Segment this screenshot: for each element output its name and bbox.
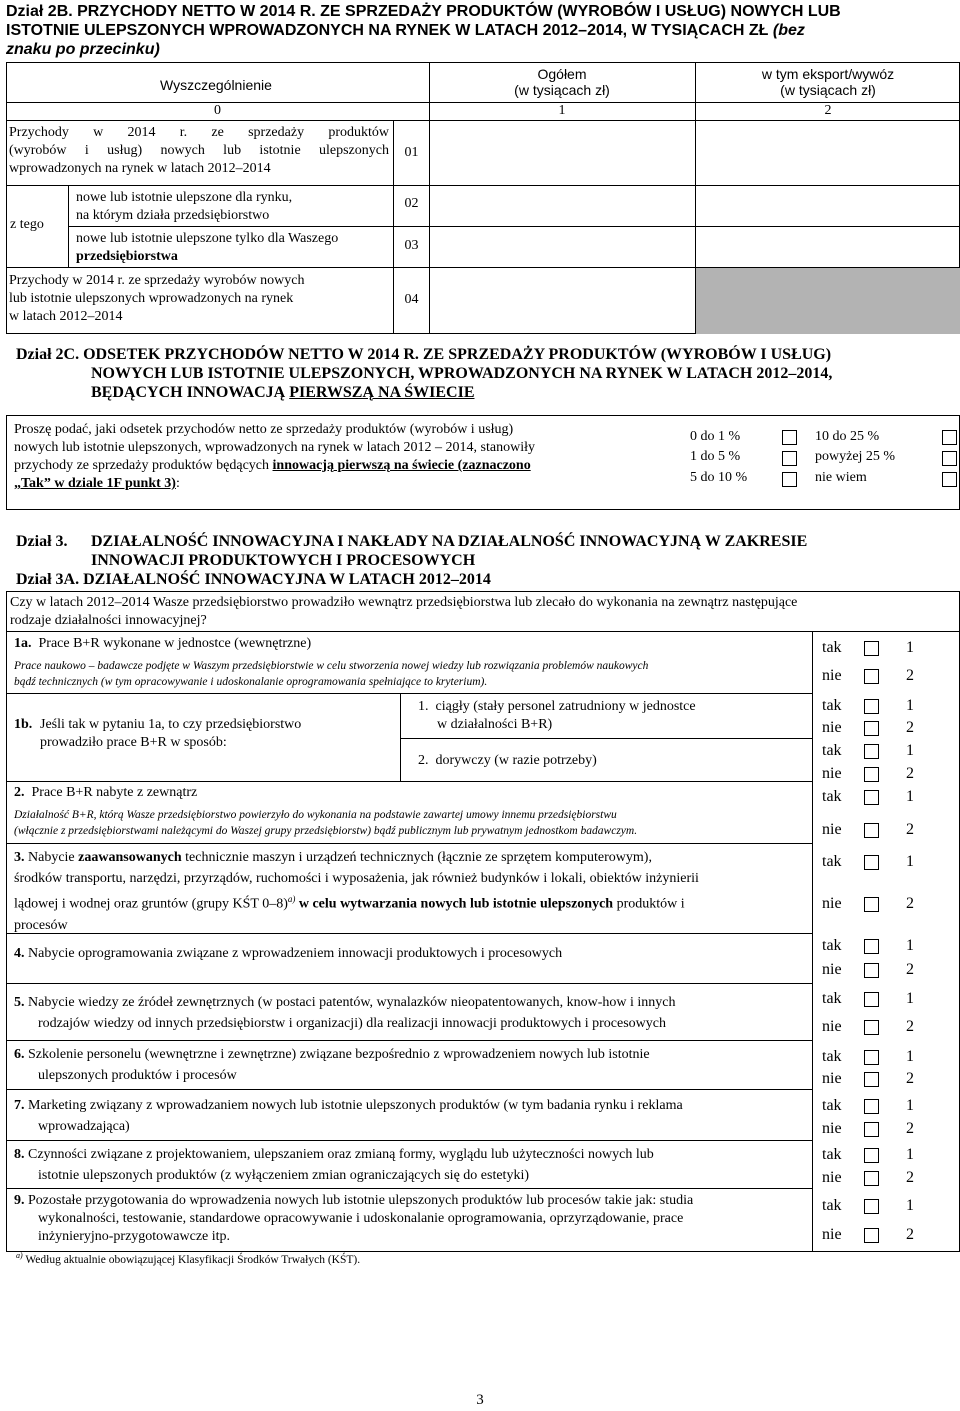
s2b-divider <box>68 185 69 267</box>
q2-nie-code: 2 <box>906 821 914 838</box>
s2b-header-export-l1: w tym eksport/wywóz <box>761 66 895 82</box>
s2b-row-01-label <box>9 124 389 178</box>
s3a-divider <box>6 1040 812 1041</box>
q7-tak-code: 1 <box>906 1097 914 1114</box>
q5-nie-checkbox[interactable] <box>864 1020 879 1035</box>
q1b-text-l2: prowadziło prace B+R w sposób: <box>40 735 227 750</box>
q5-nie-code: 2 <box>906 1018 914 1035</box>
s2b-header-export <box>696 66 960 98</box>
q1b-opt1 <box>418 698 696 734</box>
s2b-header-spec: Wyszczególnienie <box>160 77 272 93</box>
s2b-title-line1: Dział 2B. PRZYCHODY NETTO W 2014 R. ZE SPRZEDAŻY PRODUKTÓW (WYROBÓW I USŁUG) NOWYCH LUB <box>6 3 841 20</box>
q2-nie-label: nie <box>822 821 842 838</box>
q2-label: 2. Prace B+R nabyte z zewnątrz <box>14 785 198 800</box>
q6-nie-label: nie <box>822 1070 842 1087</box>
s3a-intro-l1: Czy w latach 2012–2014 Wasze przedsiębiorstwo prowadziło wewnątrz przedsiębiorstwa lub zlecało do wykonania na zewnątrz następujące <box>10 595 798 610</box>
s2b-row-02-line1: nowe lub istotnie ulepszone dla rynku, <box>76 190 293 205</box>
q1a-label: 1a. Prace B+R wykonane w jednostce (wewnętrzne) <box>14 636 312 651</box>
q7-tak-checkbox[interactable] <box>864 1099 879 1114</box>
s2b-row-01-line2: (wyrobów i usług) nowych lub istotnie ulepszonych <box>9 143 389 158</box>
q9-nie-code: 2 <box>906 1226 914 1243</box>
q3-text-l4: procesów <box>14 917 68 933</box>
s3a-divider <box>6 1188 812 1189</box>
s2c-question-l1: Proszę podać, jaki odsetek przychodów netto ze sprzedaży produktów (wyrobów i usług) <box>14 422 514 437</box>
s3a-divider <box>6 843 812 844</box>
q1a-note-l1: Prace naukowo – badawcze podjęte w Waszym przedsiębiorstwie w celu stworzenia nowej wiedzy lub rozwiązania problemów naukowych <box>14 660 649 672</box>
q1b-occ-tak-label: tak <box>822 742 842 759</box>
q1b-opt2: 2. dorywczy (w razie potrzeby) <box>418 753 597 768</box>
s2b-title-line2-note: (bez <box>772 22 805 39</box>
s2c-title-line3-b: PIERWSZĄ NA ŚWIECIE <box>289 384 475 401</box>
s2c-option-label-6: nie wiem <box>815 470 867 485</box>
s2b-input-01-export[interactable] <box>696 121 960 185</box>
s2c-option-label-2: 1 do 5 % <box>690 449 741 464</box>
q3-tak-code: 1 <box>906 853 914 870</box>
s2b-row-04-line2: lub istotnie ulepszonych wprowadzonych na rynek <box>9 291 294 306</box>
s2b-row-02-label <box>76 189 389 225</box>
s2b-title-line3: znaku po przecinku) <box>6 41 160 58</box>
q6-tak-checkbox[interactable] <box>864 1050 879 1065</box>
q1b-occ-nie-label: nie <box>822 765 842 782</box>
q8-text <box>14 1144 804 1186</box>
q8-nie-checkbox[interactable] <box>864 1171 879 1186</box>
q3-nie-checkbox[interactable] <box>864 897 879 912</box>
s2b-row-03-label <box>76 230 389 266</box>
s2c-checkbox-1-5[interactable] <box>782 451 797 466</box>
q6-tak-label: tak <box>822 1048 842 1065</box>
q5-tak-label: tak <box>822 990 842 1007</box>
q1b-text <box>40 716 400 752</box>
s3a-divider <box>6 933 812 934</box>
q8-text-l2: istotnie ulepszonych produktów (z wyłączeniem zmian ograniczających się do estetyki) <box>38 1168 529 1183</box>
q1b-occ-tak-checkbox[interactable] <box>864 744 879 759</box>
q1b-cont-nie-label: nie <box>822 719 842 736</box>
s3a-divider <box>6 631 960 632</box>
q2-tak-label: tak <box>822 788 842 805</box>
q9-text-l1: 9. Pozostałe przygotowania do wprowadzenia nowych lub istotnie ulepszonych produktów lub procesów takie jak: studia <box>14 1193 694 1208</box>
s3a-answer-col-divider <box>812 631 813 1252</box>
s3-heading-line2: INNOWACJI PRODUKTOWYCH I PROCESOWYCH <box>91 552 476 569</box>
s3-heading-line1: DZIAŁALNOŚĆ INNOWACYJNA I NAKŁADY NA DZIAŁALNOŚĆ INNOWACYJNĄ W ZAKRESIE <box>91 533 808 550</box>
q1b-cont-tak-checkbox[interactable] <box>864 699 879 714</box>
q6-nie-code: 2 <box>906 1070 914 1087</box>
q2-note-l1: Działalność B+R, którą Wasze przedsiębiorstwo powierzyło do wykonania na podstawie zawartej umowy innemu przedsiębiorstwu <box>14 809 617 821</box>
page-number: 3 <box>476 1392 484 1408</box>
q1a-tak-checkbox[interactable] <box>864 641 879 656</box>
s3a-divider <box>6 693 812 694</box>
s2b-header-total <box>430 66 694 98</box>
s2c-title-line3-a: BĘDĄCYCH INNOWACJĄ <box>91 384 290 401</box>
s2c-question <box>14 421 614 493</box>
q1b-cont-tak-label: tak <box>822 697 842 714</box>
s2b-header-total-l2: (w tysiącach zł) <box>514 82 610 98</box>
s2c-question-l3: przychody ze sprzedaży produktów będących innowacją pierwszą na świecie (zaznaczono <box>14 458 531 473</box>
s2c-option-label-1: 0 do 1 % <box>690 429 741 444</box>
q1a-tak-label: tak <box>822 639 842 656</box>
q7-text <box>14 1095 804 1137</box>
q8-nie-label: nie <box>822 1169 842 1186</box>
q4-nie-code: 2 <box>906 961 914 978</box>
s3a-intro <box>10 594 955 630</box>
s2b-row-01-line3: wprowadzonych na rynek w latach 2012–2014 <box>9 161 271 176</box>
s2c-checkbox-0-1[interactable] <box>782 430 797 445</box>
q1b-cont-nie-code: 2 <box>906 719 914 736</box>
q3-text-l2: środków transportu, narzędzi, przyrządów, ruchomości i wyposażenia, jak również budynków i lokali, obiektów inżynierii <box>14 871 699 886</box>
s2b-row-04-line3: w latach 2012–2014 <box>9 309 123 324</box>
q4-nie-label: nie <box>822 961 842 978</box>
s3a-divider <box>6 983 812 984</box>
q1a-note-l2: bądź technicznych (w tym opracowywanie i udoskonalanie oprogramowania spełniające to kryterium). <box>14 676 488 688</box>
q3-tak-label: tak <box>822 853 842 870</box>
q1a-nie-label: nie <box>822 667 842 684</box>
s3-heading-label: Dział 3. <box>16 533 68 550</box>
q3-nie-code: 2 <box>906 895 914 912</box>
q3-text-l1: 3. Nabycie zaawansowanych technicznie maszyn i urządzeń technicznych (łącznie ze sprzętem komputerowym), <box>14 850 652 865</box>
q3-nie-label: nie <box>822 895 842 912</box>
q1b-divider <box>400 693 401 781</box>
q6-text-l1: 6. Szkolenie personelu (wewnętrzne i zewnętrzne) związane bezpośrednio z wprowadzeniem nowych lub istotnie <box>14 1047 650 1062</box>
q1b-label: 1b. <box>14 717 33 732</box>
q4-tak-label: tak <box>822 937 842 954</box>
footnote: $^{a)}$ Według aktualnie obowiązującej Klasyfikacji Środków Trwałych (KŚT). <box>16 1251 361 1266</box>
q9-tak-label: tak <box>822 1197 842 1214</box>
q7-nie-code: 2 <box>906 1120 914 1137</box>
s2b-row-num-01: 01 <box>404 145 419 160</box>
s2c-title-line3 <box>91 383 475 402</box>
s2b-row-03-line2: przedsiębiorstwa <box>76 249 178 264</box>
q1a-tak-code: 1 <box>906 639 914 656</box>
q6-text-l2: ulepszonych produktów i procesów <box>38 1068 237 1083</box>
s2b-z-tego: z tego <box>10 217 44 232</box>
q1b-cont-nie-checkbox[interactable] <box>864 721 879 736</box>
s2b-row-02-line2: na którym działa przedsiębiorstwo <box>76 208 270 223</box>
s2b-col-num-1: 1 <box>558 103 566 118</box>
s2b-input-04-total[interactable] <box>430 268 695 334</box>
q1b-occ-nie-checkbox[interactable] <box>864 767 879 782</box>
q3-text-l3: lądowej i wodnej oraz gruntów (grupy KŚT 0–8)$^{a)}$ w celu wytwarzania nowych lub istotnie ulepszonych produktów i <box>14 894 685 912</box>
s2b-title-line2 <box>6 21 805 40</box>
s2b-row-03-line1: nowe lub istotnie ulepszone tylko dla Waszego <box>76 231 339 246</box>
s2b-shaded-04-export <box>696 268 960 334</box>
q6-tak-code: 1 <box>906 1048 914 1065</box>
q1b-occ-nie-code: 2 <box>906 765 914 782</box>
q5-tak-checkbox[interactable] <box>864 992 879 1007</box>
s2c-title-line2: NOWYCH LUB ISTOTNIE ULEPSZONYCH, WPROWADZONYCH NA RYNEK W LATACH 2012–2014, <box>91 365 833 382</box>
q7-nie-label: nie <box>822 1120 842 1137</box>
q1a-nie-code: 2 <box>906 667 914 684</box>
q4-nie-checkbox[interactable] <box>864 963 879 978</box>
s2b-row-04-line1: Przychody w 2014 r. ze sprzedaży wyrobów nowych <box>9 273 305 288</box>
q2-note <box>14 807 809 839</box>
s2c-checkbox-dont-know[interactable] <box>942 472 957 487</box>
q1a-nie-checkbox[interactable] <box>864 669 879 684</box>
q6-text <box>14 1044 804 1086</box>
q6-nie-checkbox[interactable] <box>864 1072 879 1087</box>
q2-nie-checkbox[interactable] <box>864 823 879 838</box>
s2b-input-03-export[interactable] <box>696 227 960 267</box>
s2b-header-export-l2: (w tysiącach zł) <box>780 82 876 98</box>
s2c-title-line1: Dział 2C. ODSETEK PRZYCHODÓW NETTO W 2014 R. ZE SPRZEDAŻY PRODUKTÓW (WYROBÓW I USŁUG) <box>16 346 832 363</box>
s2b-title-line2-main: ISTOTNIE ULEPSZONYCH WPROWADZONYCH NA RYNEK W LATACH 2012–2014, W TYSIĄCACH ZŁ <box>6 22 769 39</box>
q8-tak-label: tak <box>822 1146 842 1163</box>
q9-text-l3: inżynieryjno-przygotowawcze itp. <box>38 1229 231 1244</box>
s2c-option-label-5: powyżej 25 % <box>815 449 896 464</box>
q8-nie-code: 2 <box>906 1169 914 1186</box>
q8-tak-checkbox[interactable] <box>864 1148 879 1163</box>
q9-tak-checkbox[interactable] <box>864 1199 879 1214</box>
s2b-row-01-line1: Przychody w 2014 r. ze sprzedaży produktów <box>9 125 389 140</box>
q8-text-l1: 8. Czynności związane z projektowaniem, ulepszaniem oraz zmianą formy, wyglądu lub użyteczności nowych lub <box>14 1147 654 1162</box>
q9-nie-label: nie <box>822 1226 842 1243</box>
q1b-divider <box>400 738 812 739</box>
q7-tak-label: tak <box>822 1097 842 1114</box>
q1a-note <box>14 658 809 690</box>
q5-tak-code: 1 <box>906 990 914 1007</box>
s2b-row-num-03: 03 <box>404 238 419 253</box>
q9-text-l2: wykonalności, testowanie, standardowe opracowywanie i udoskonalanie oprogramowania, oprzyrządowanie, prace <box>38 1211 684 1226</box>
q8-tak-code: 1 <box>906 1146 914 1163</box>
q2-note-l2: (włącznie z przedsiębiorstwami należącymi do Waszej grupy przedsiębiorstw) bądź publicznym lub prywatnym jednostkom badawczym. <box>14 825 638 837</box>
q2-tak-code: 1 <box>906 788 914 805</box>
q5-text-l2: rodzajów wiedzy od innych przedsiębiorstw i organizacji) dla realizacji innowacji produktowych i procesowych <box>38 1016 666 1031</box>
s2c-option-label-3: 5 do 10 % <box>690 470 748 485</box>
s2b-header-total-l1: Ogółem <box>537 66 587 82</box>
q7-text-l2: wprowadzająca) <box>38 1119 130 1134</box>
q9-text <box>14 1192 804 1246</box>
q4-tak-checkbox[interactable] <box>864 939 879 954</box>
s3a-divider <box>6 1140 812 1141</box>
q1b-occ-tak-code: 1 <box>906 742 914 759</box>
q3-text <box>14 847 804 936</box>
s2c-question-l4: „Tak” w dziale 1F punkt 3): <box>14 476 180 491</box>
q9-tak-code: 1 <box>906 1197 914 1214</box>
q5-text <box>14 992 804 1034</box>
q1b-opt1-l1: 1. ciągły (stały personel zatrudniony w jednostce <box>418 699 696 714</box>
s2b-input-03-total[interactable] <box>430 227 695 267</box>
q5-text-l1: 5. Nabycie wiedzy ze źródeł zewnętrznych (w postaci patentów, wynalazków nieopatentowanych, know-how i innych <box>14 995 676 1010</box>
q3-tak-checkbox[interactable] <box>864 855 879 870</box>
s2b-input-01-total[interactable] <box>430 121 695 185</box>
s2b-row-num-04: 04 <box>404 292 419 307</box>
s2c-question-l2: nowych lub istotnie ulepszonych, wprowadzonych na rynek w latach 2012 – 2014, stanowiły <box>14 440 536 455</box>
s2b-col-num-2: 2 <box>824 103 832 118</box>
s2b-input-02-total[interactable] <box>430 186 695 226</box>
q5-nie-label: nie <box>822 1018 842 1035</box>
s2c-checkbox-10-25[interactable] <box>942 430 957 445</box>
q1b-text-l1: Jeśli tak w pytaniu 1a, to czy przedsiębiorstwo <box>40 717 302 732</box>
s2b-input-02-export[interactable] <box>696 186 960 226</box>
s2b-col-num-0: 0 <box>214 103 221 118</box>
q7-text-l1: 7. Marketing związany z wprowadzaniem nowych lub istotnie ulepszonych produktów (w tym badania rynku i reklama <box>14 1098 683 1113</box>
s3a-intro-l2: rodzaje działalności innowacyjnej? <box>10 613 207 628</box>
s2c-option-label-4: 10 do 25 % <box>815 429 880 444</box>
s2b-row-num-02: 02 <box>404 196 419 211</box>
s2c-checkbox-over-25[interactable] <box>942 451 957 466</box>
q1b-cont-tak-code: 1 <box>906 697 914 714</box>
q9-nie-checkbox[interactable] <box>864 1228 879 1243</box>
q4-text: 4. Nabycie oprogramowania związane z wprowadzeniem innowacji produktowych i procesowych <box>14 946 563 961</box>
s2b-row-04-label <box>9 272 389 326</box>
q7-nie-checkbox[interactable] <box>864 1122 879 1137</box>
s2c-checkbox-5-10[interactable] <box>782 472 797 487</box>
q4-tak-code: 1 <box>906 937 914 954</box>
s3a-heading: Dział 3A. DZIAŁALNOŚĆ INNOWACYJNA W LATACH 2012–2014 <box>16 571 491 588</box>
s3a-divider <box>6 781 812 782</box>
s3a-divider <box>6 1089 812 1090</box>
q1b-opt1-l2: w działalności B+R) <box>437 717 553 732</box>
q2-tak-checkbox[interactable] <box>864 790 879 805</box>
